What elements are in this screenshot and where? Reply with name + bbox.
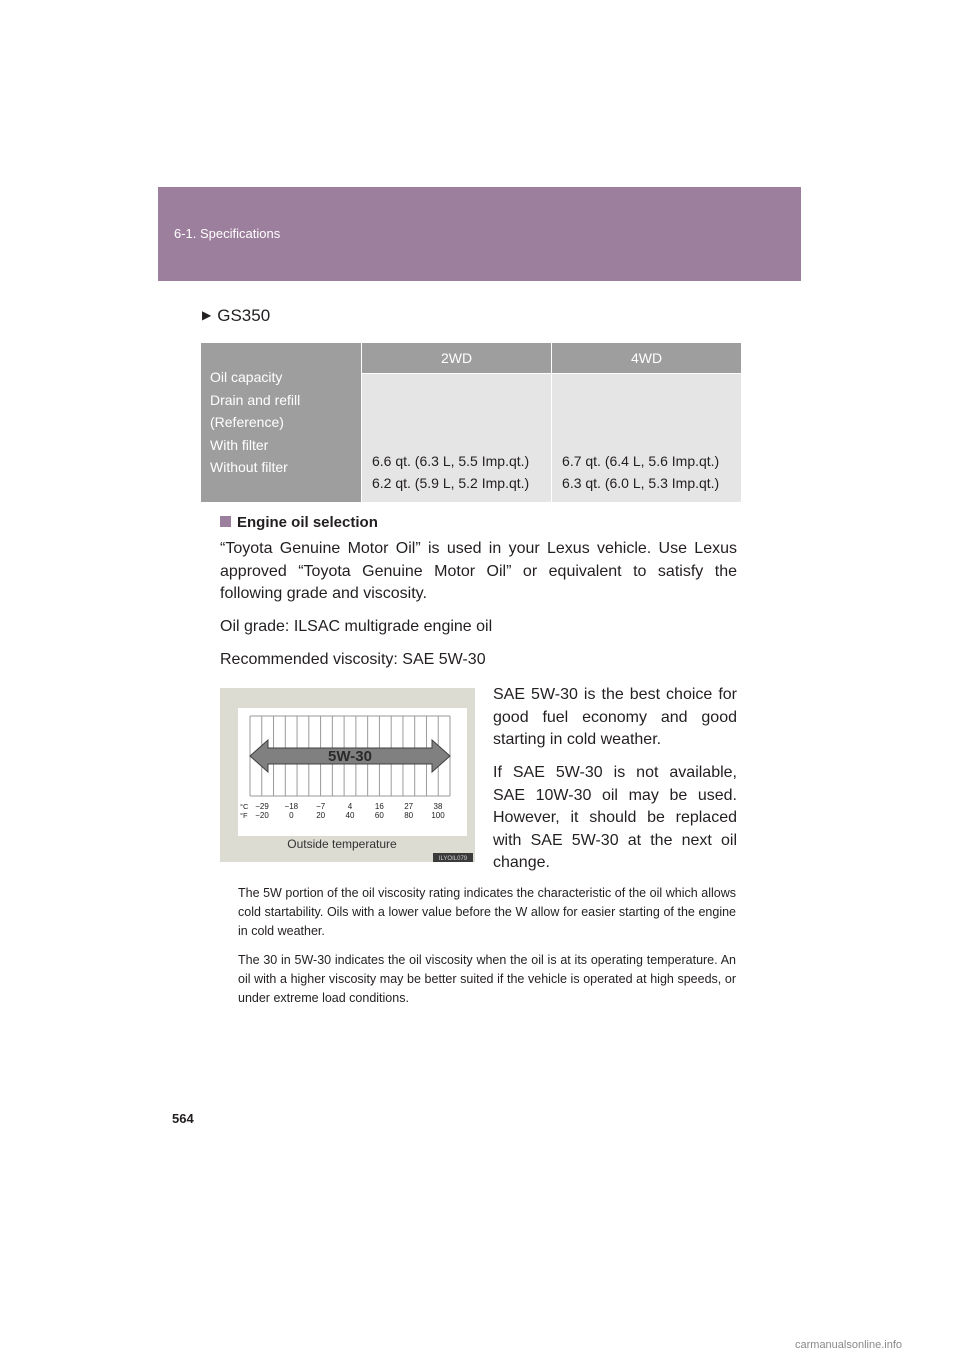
engine-oil-selection-heading-text: Engine oil selection	[237, 514, 378, 531]
figure-code: ILYOIL079	[438, 856, 468, 862]
celsius-tick-label: −18	[284, 802, 299, 811]
note-5w-paragraph: The 5W portion of the oil viscosity rating indicates the characteristic of the oil which allows cold startability. Oils with a lower value before the W allow for easier starting of the engine in cold weather.	[238, 886, 736, 938]
column-header-2wd: 2WD	[362, 343, 552, 374]
fahrenheit-tick-label: 60	[374, 811, 384, 820]
cell-with-filter: 6.6 qt. (6.3 L, 5.5 Imp.qt.)	[372, 453, 530, 469]
celsius-tick-label: 27	[404, 802, 414, 811]
cell-4wd	[552, 374, 741, 503]
best-choice-paragraph: SAE 5W-30 is the best choice for good fuel economy and good starting in cold weather.	[493, 686, 737, 748]
column-header-4wd: 4WD	[552, 343, 741, 374]
cell-without-filter: 6.3 qt. (6.0 L, 5.3 Imp.qt.)	[562, 475, 720, 491]
page-number: 564	[172, 1111, 194, 1126]
viscosity-band-label: 5W-30	[328, 748, 372, 765]
table-row-header	[201, 343, 362, 502]
oil-capacity-table	[201, 343, 741, 502]
row-header-line: (Reference)	[210, 414, 284, 431]
celsius-tick-label: −7	[316, 802, 326, 811]
celsius-tick-label: −29	[255, 802, 269, 811]
viscosity-figure-svg	[220, 688, 475, 862]
oil-grade-line: Oil grade: ILSAC multigrade engine oil	[220, 618, 493, 635]
cell-2wd	[362, 374, 552, 503]
section-label: 6-1. Specifications	[174, 226, 281, 241]
figure-caption: Outside temperature	[287, 837, 397, 851]
alternative-oil-paragraph: If SAE 5W-30 is not available, SAE 10W-30 oil may be used. However, it should be replaced with SAE 5W-30 at the next oil change.	[493, 764, 737, 871]
fahrenheit-tick-label: 40	[345, 811, 355, 820]
fahrenheit-unit-label: °F	[240, 811, 248, 820]
celsius-tick-label: 4	[347, 802, 353, 811]
row-header-line: Oil capacity	[210, 369, 283, 386]
model-heading-text: GS350	[217, 306, 271, 325]
fahrenheit-tick-label: 0	[289, 811, 294, 820]
fahrenheit-tick-label: 100	[431, 811, 445, 820]
model-heading	[202, 306, 270, 326]
fahrenheit-tick-label: 80	[404, 811, 414, 820]
watermark: carmanualsonline.info	[795, 1339, 903, 1351]
fahrenheit-tick-label: 20	[316, 811, 326, 820]
oil-viscosity-line: Recommended viscosity: SAE 5W-30	[220, 651, 486, 668]
cell-with-filter: 6.7 qt. (6.4 L, 5.6 Imp.qt.)	[562, 453, 720, 469]
row-header-line: Drain and refill	[210, 391, 301, 408]
oil-intro-paragraph: “Toyota Genuine Motor Oil” is used in your Lexus vehicle. Use Lexus approved “Toyota Genuine Motor Oil” or equivalent to satisfy the following grade and viscosity.	[220, 540, 737, 602]
engine-oil-selection-heading	[220, 514, 378, 531]
note-30-paragraph: The 30 in 5W-30 indicates the oil viscosity when the oil is at its operating temperature. An oil with a higher viscosity may be better suited if the vehicle is operated at high speeds, or under extreme load conditions.	[238, 953, 736, 1005]
row-header-line: Without filter	[210, 459, 288, 476]
square-bullet-icon	[220, 516, 231, 527]
triangle-bullet-icon: ▶	[202, 308, 212, 322]
celsius-unit-label: °C	[240, 802, 249, 811]
row-header-line: With filter	[210, 436, 269, 453]
celsius-tick-label: 38	[433, 802, 443, 811]
viscosity-temperature-figure	[220, 688, 475, 862]
cell-without-filter: 6.2 qt. (5.9 L, 5.2 Imp.qt.)	[372, 475, 530, 491]
fahrenheit-tick-label: −20	[255, 811, 269, 820]
celsius-tick-label: 16	[374, 802, 384, 811]
